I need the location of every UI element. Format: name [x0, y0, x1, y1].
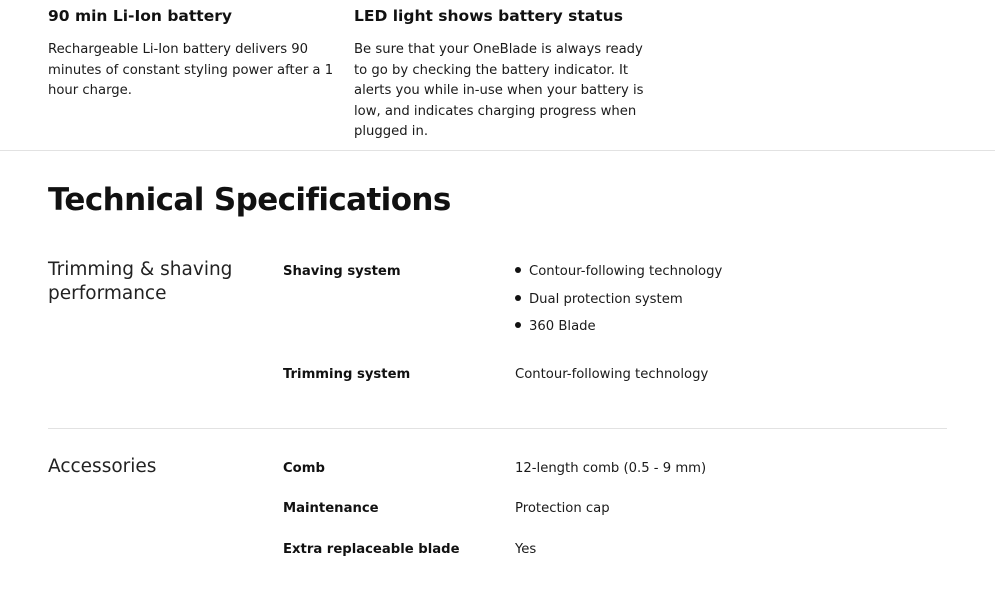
- spec-group-title-performance: Trimming & shaving performance: [48, 259, 233, 304]
- specs-heading: Technical Specifications: [48, 182, 451, 218]
- spec-value-trimming-system: Contour-following technology: [515, 367, 709, 382]
- spec-value-shaving-system-list: [515, 262, 722, 345]
- feature-title: LED light shows battery status: [354, 7, 623, 25]
- spec-label-maintenance: Maintenance: [283, 501, 379, 516]
- list-item-text: Dual protection system: [529, 291, 683, 307]
- feature-led-light: [354, 5, 644, 143]
- spec-value-comb: 12-length comb (0.5 - 9 mm): [515, 461, 707, 476]
- list-item: [515, 317, 722, 345]
- section-divider: [0, 150, 995, 151]
- bullet-icon: [515, 267, 521, 273]
- feature-title: 90 min Li-Ion battery: [48, 7, 232, 25]
- list-item: [515, 262, 722, 290]
- spec-label-comb: Comb: [283, 461, 325, 476]
- spec-label-trimming-system: Trimming system: [283, 367, 411, 382]
- spec-group-title-accessories: Accessories: [48, 456, 157, 477]
- feature-battery: [48, 5, 338, 102]
- spec-label-shaving-system: Shaving system: [283, 264, 401, 279]
- list-item-text: Contour-following technology: [529, 264, 723, 279]
- bullet-icon: [515, 295, 521, 301]
- feature-description: Rechargeable Li-Ion battery delivers 90 minutes of constant styling power after a 1 hour charge.: [48, 42, 334, 99]
- spec-label-extra-blade: Extra replaceable blade: [283, 542, 460, 557]
- list-item-text: 360 Blade: [529, 319, 596, 335]
- spec-value-extra-blade: Yes: [515, 542, 537, 557]
- list-item: [515, 290, 722, 318]
- spec-value-maintenance: Protection cap: [515, 501, 610, 516]
- bullet-icon: [515, 322, 521, 328]
- feature-description: Be sure that your OneBlade is always ready to go by checking the battery indicator. It alerts you while in-use when your battery is low, and indicates charging progress when plugged in.: [354, 42, 644, 140]
- group-divider: [48, 428, 947, 429]
